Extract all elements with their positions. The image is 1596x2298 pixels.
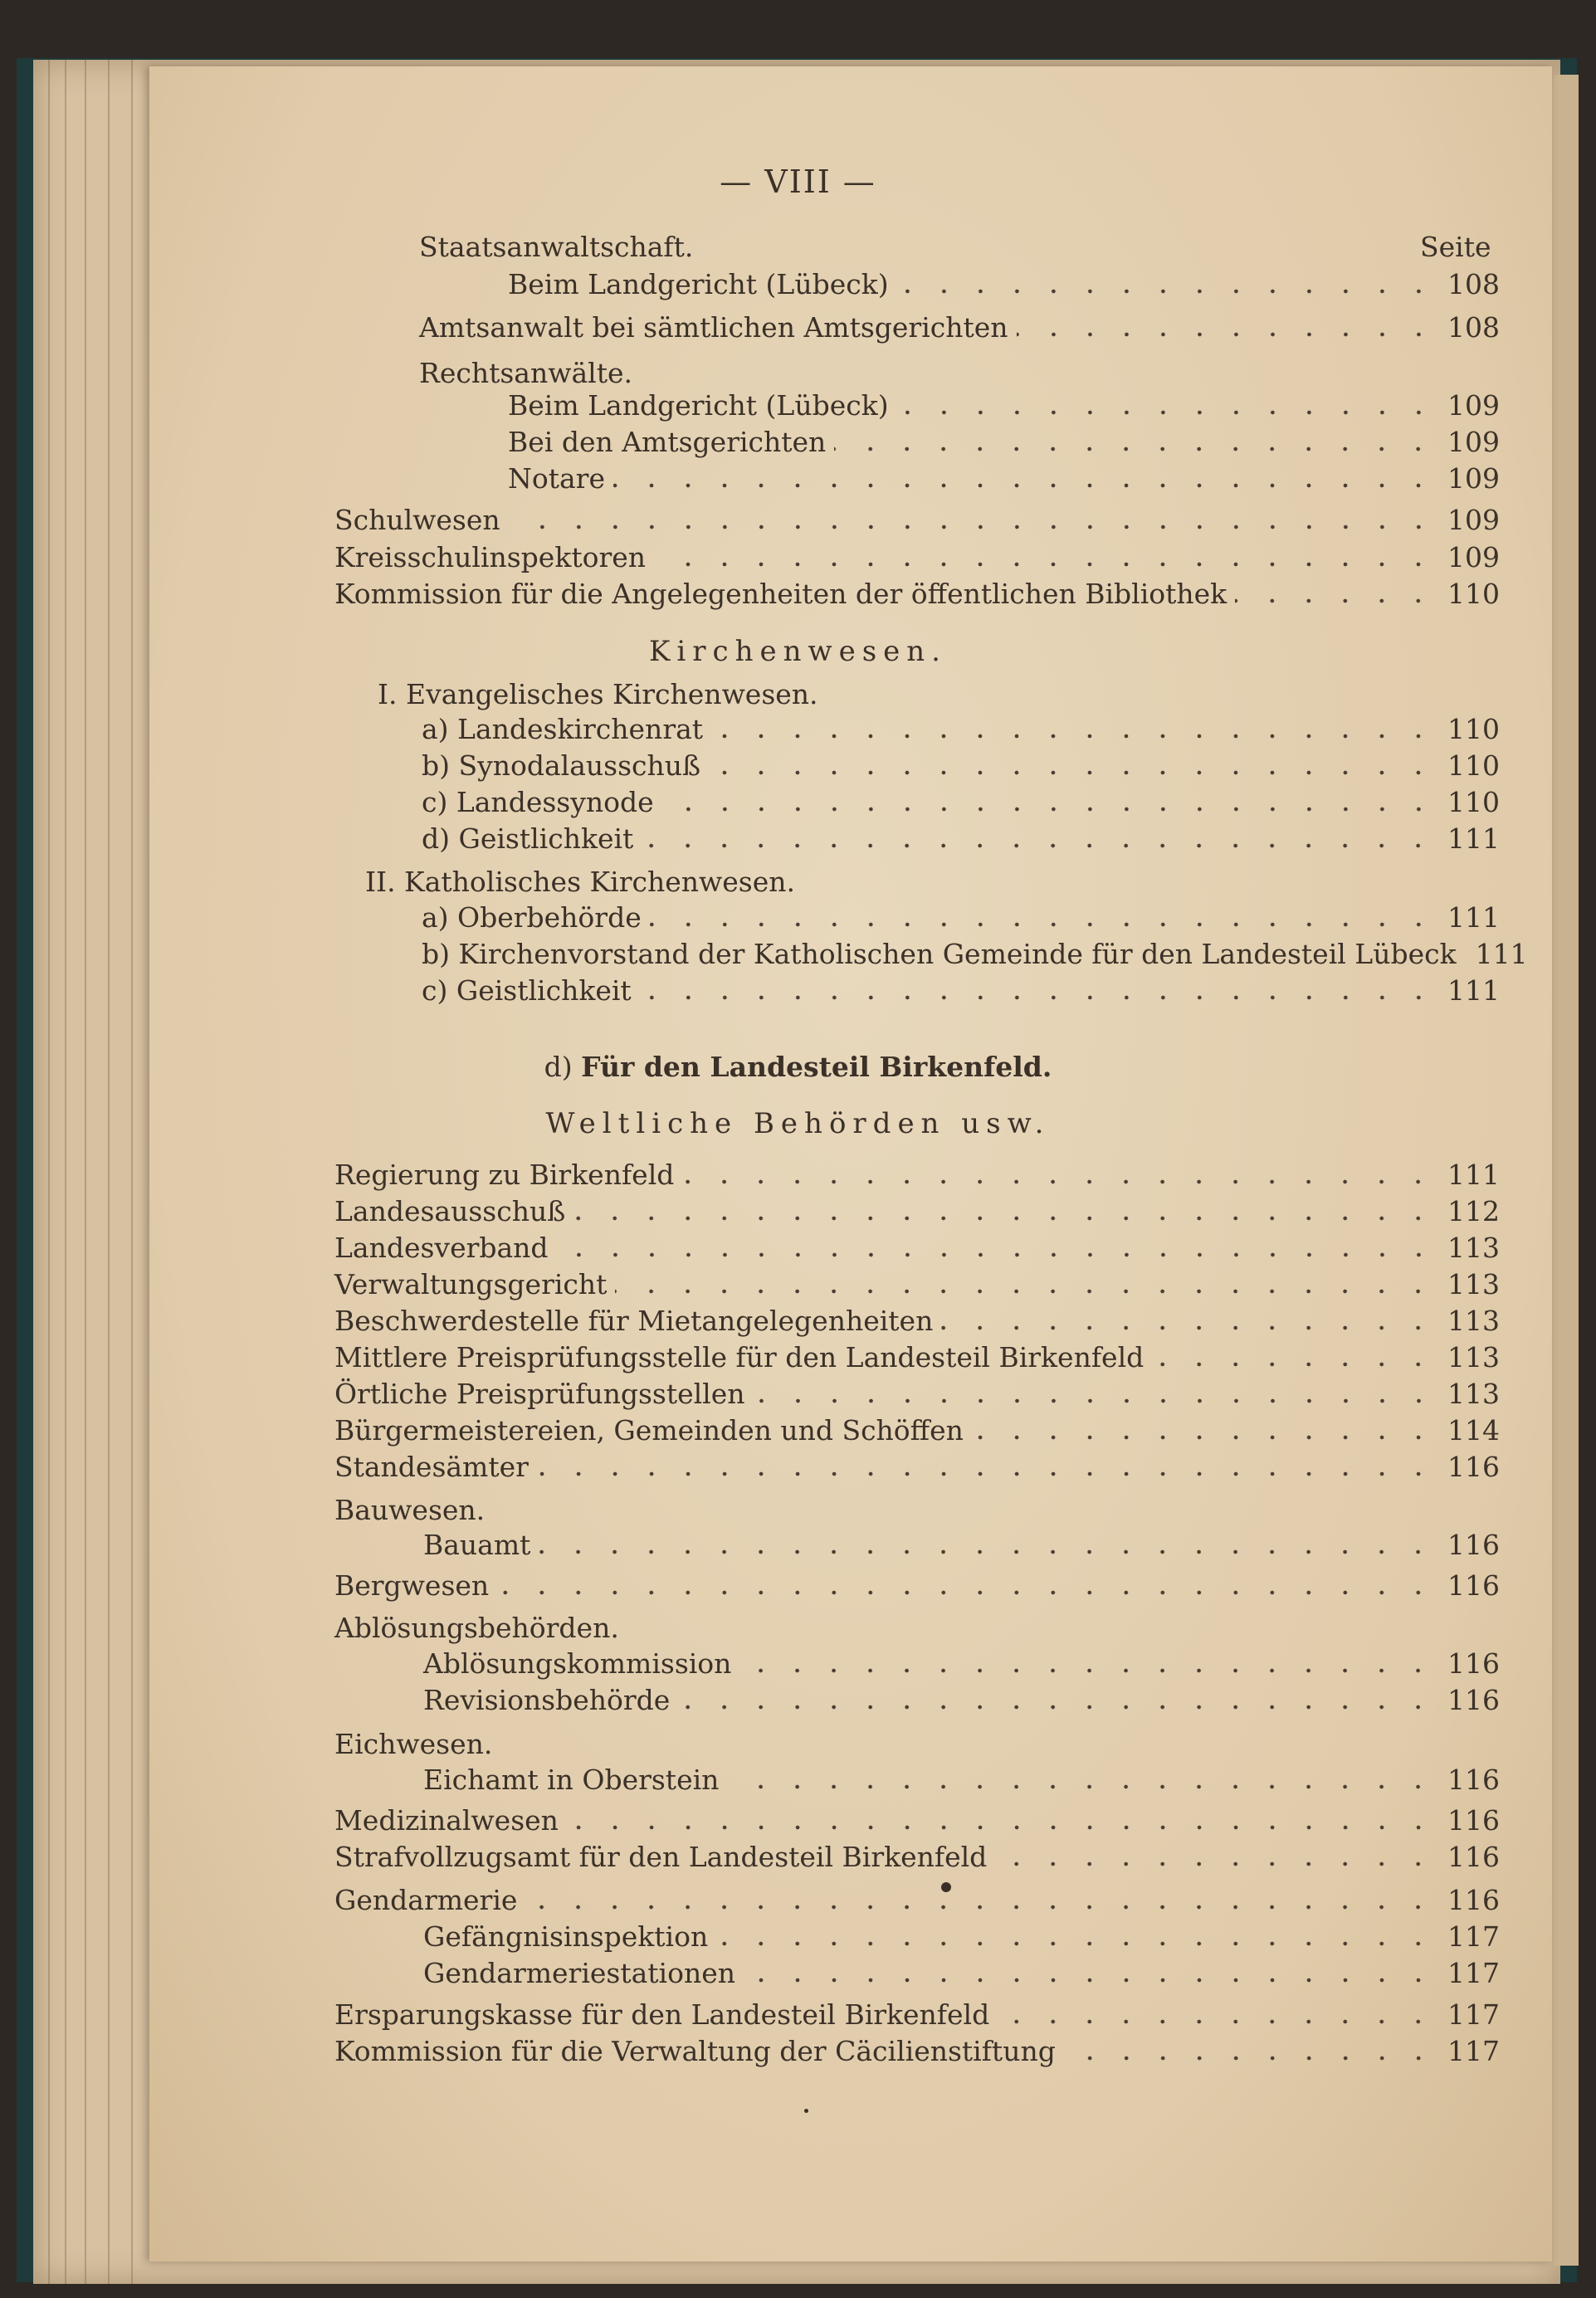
toc-entry: Ersparungskasse für den Landesteil Birkenfeld 117: [334, 1998, 1500, 2031]
toc-entry: Gendarmerie 116: [334, 1884, 1500, 1916]
toc-entry: Regierung zu Birkenfeld 111: [334, 1159, 1500, 1191]
section-abloesungsbehoerden: Ablösungsbehörden.: [334, 1612, 619, 1644]
toc-entry: a) Oberbehörde 111: [422, 901, 1500, 934]
section-rechtsanwaelte: Rechtsanwälte.: [419, 357, 632, 389]
toc-entry: Gefängnisinspektion 117: [423, 1920, 1500, 1953]
toc-entry: b) Synodalausschuß 110: [422, 749, 1500, 782]
toc-entry: Landesverband 113: [334, 1232, 1500, 1264]
page-number: — VIII —: [720, 163, 876, 200]
toc-entry: Ablösungskommission 116: [423, 1647, 1500, 1680]
toc-entry: Notare 109: [508, 462, 1500, 495]
toc-entry: Schulwesen 109: [334, 504, 1500, 536]
section-katholisch: II. Katholisches Kirchenwesen.: [365, 866, 795, 898]
section-bauwesen: Bauwesen.: [334, 1494, 486, 1526]
ink-blot: [941, 1882, 951, 1892]
toc-entry: Bergwesen 116: [334, 1569, 1500, 1602]
toc-entry: Medizinalwesen 116: [334, 1804, 1500, 1837]
toc-entry: Mittlere Preisprüfungsstelle für den Landesteil Birkenfeld 113: [334, 1341, 1500, 1373]
section-staatsanwaltschaft: Staatsanwaltschaft.: [419, 231, 694, 263]
toc-entry: Kreisschulinspektoren 109: [334, 541, 1500, 573]
toc-entry: b) Kirchenvorstand der Katholischen Gemeinde für den Landesteil Lübeck 111: [422, 938, 1528, 970]
toc-entry: Revisionsbehörde 116: [423, 1684, 1500, 1716]
toc-entry: d) Geistlichkeit 111: [422, 822, 1500, 855]
toc-entry: Beim Landgericht (Lübeck) 108: [508, 268, 1500, 300]
toc-entry: Verwaltungsgericht 113: [334, 1268, 1500, 1300]
heading-landesteil-birkenfeld: d) Für den Landesteil Birkenfeld.: [544, 1051, 1052, 1083]
toc-entry: Kommission für die Angelegenheiten der öffentlichen Bibliothek 110: [334, 578, 1500, 610]
seite-column-label: Seite: [1420, 231, 1491, 263]
toc-entry: Landesausschuß 112: [334, 1195, 1500, 1227]
toc-entry: Gendarmeriestationen 117: [423, 1957, 1500, 1989]
heading-weltliche-behoerden: Weltliche Behörden usw.: [545, 1107, 1051, 1140]
section-evangelisch: I. Evangelisches Kirchenwesen.: [378, 678, 818, 710]
toc-entry: Örtliche Preisprüfungsstellen 113: [334, 1378, 1500, 1410]
toc-entry: Strafvollzugsamt für den Landesteil Birkenfeld 116: [334, 1841, 1500, 1873]
heading-kirchenwesen: Kirchenwesen.: [649, 635, 947, 668]
toc-entry: c) Geistlichkeit 111: [422, 974, 1500, 1007]
toc-entry: Bei den Amtsgerichten 109: [508, 426, 1500, 458]
toc-entry: c) Landessynode 110: [422, 786, 1500, 818]
toc-entry: Amtsanwalt bei sämtlichen Amtsgerichten 108: [419, 311, 1500, 344]
toc-entry: Beim Landgericht (Lübeck) 109: [508, 389, 1500, 422]
toc-entry: Bauamt 116: [423, 1529, 1500, 1561]
ink-speck: [804, 2109, 808, 2113]
toc-entry: Standesämter 116: [334, 1451, 1500, 1483]
toc-entry: Kommission für die Verwaltung der Cäcilienstiftung 117: [334, 2035, 1500, 2067]
toc-entry: Eichamt in Oberstein 116: [423, 1764, 1500, 1796]
toc-entry: a) Landeskirchenrat 110: [422, 713, 1500, 745]
next-page-edge: [1554, 75, 1579, 2266]
section-eichwesen: Eichwesen.: [334, 1728, 493, 1760]
toc-entry: Bürgermeistereien, Gemeinden und Schöffen 114: [334, 1414, 1500, 1447]
toc-entry: Beschwerdestelle für Mietangelegenheiten 113: [334, 1305, 1500, 1337]
